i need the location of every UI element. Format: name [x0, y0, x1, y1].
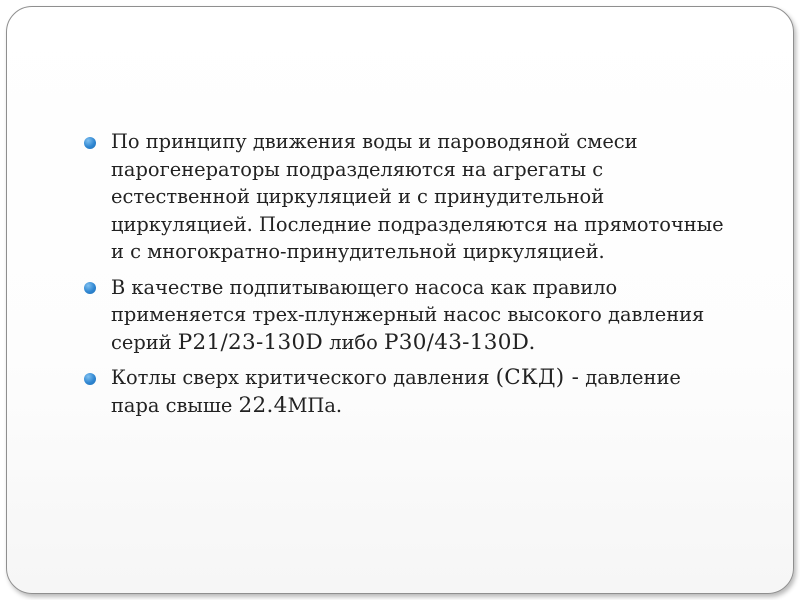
pressure-unit: МПа. [287, 393, 343, 417]
bullet-text: В качестве подпитывающего насоса как правило применяется трех-плунжерный насос высокого давления серий [111, 275, 705, 354]
bullet-text: Котлы сверх критического давления [111, 366, 496, 389]
bullet-item-pump [84, 274, 734, 357]
pump-model-1: P21/23-130D [177, 329, 324, 355]
bullet-text-connector: либо [323, 330, 384, 354]
bullet-text-pressure: давление пара свыше [111, 366, 681, 417]
skd-abbrev: (СКД) - [495, 365, 580, 390]
slide-content [84, 128, 734, 427]
pressure-value: 22.4 [238, 392, 288, 418]
pump-model-2: P30/43-130D. [383, 329, 536, 355]
bullet-text: По принципу движения воды и пароводяной смеси парогенераторы подразделяются на агрегаты с естественной циркуляцией и с принудительной циркуляцией. Последние подразделяются на прямоточные и с многократно-принудительной циркуляцией. [111, 130, 724, 263]
bullet-list [84, 128, 734, 419]
bullet-dot-icon [84, 373, 96, 385]
bullet-dot-icon [84, 137, 96, 149]
bullet-dot-icon [84, 282, 96, 294]
bullet-item-circulation [84, 128, 734, 266]
bullet-item-skd [84, 364, 734, 419]
